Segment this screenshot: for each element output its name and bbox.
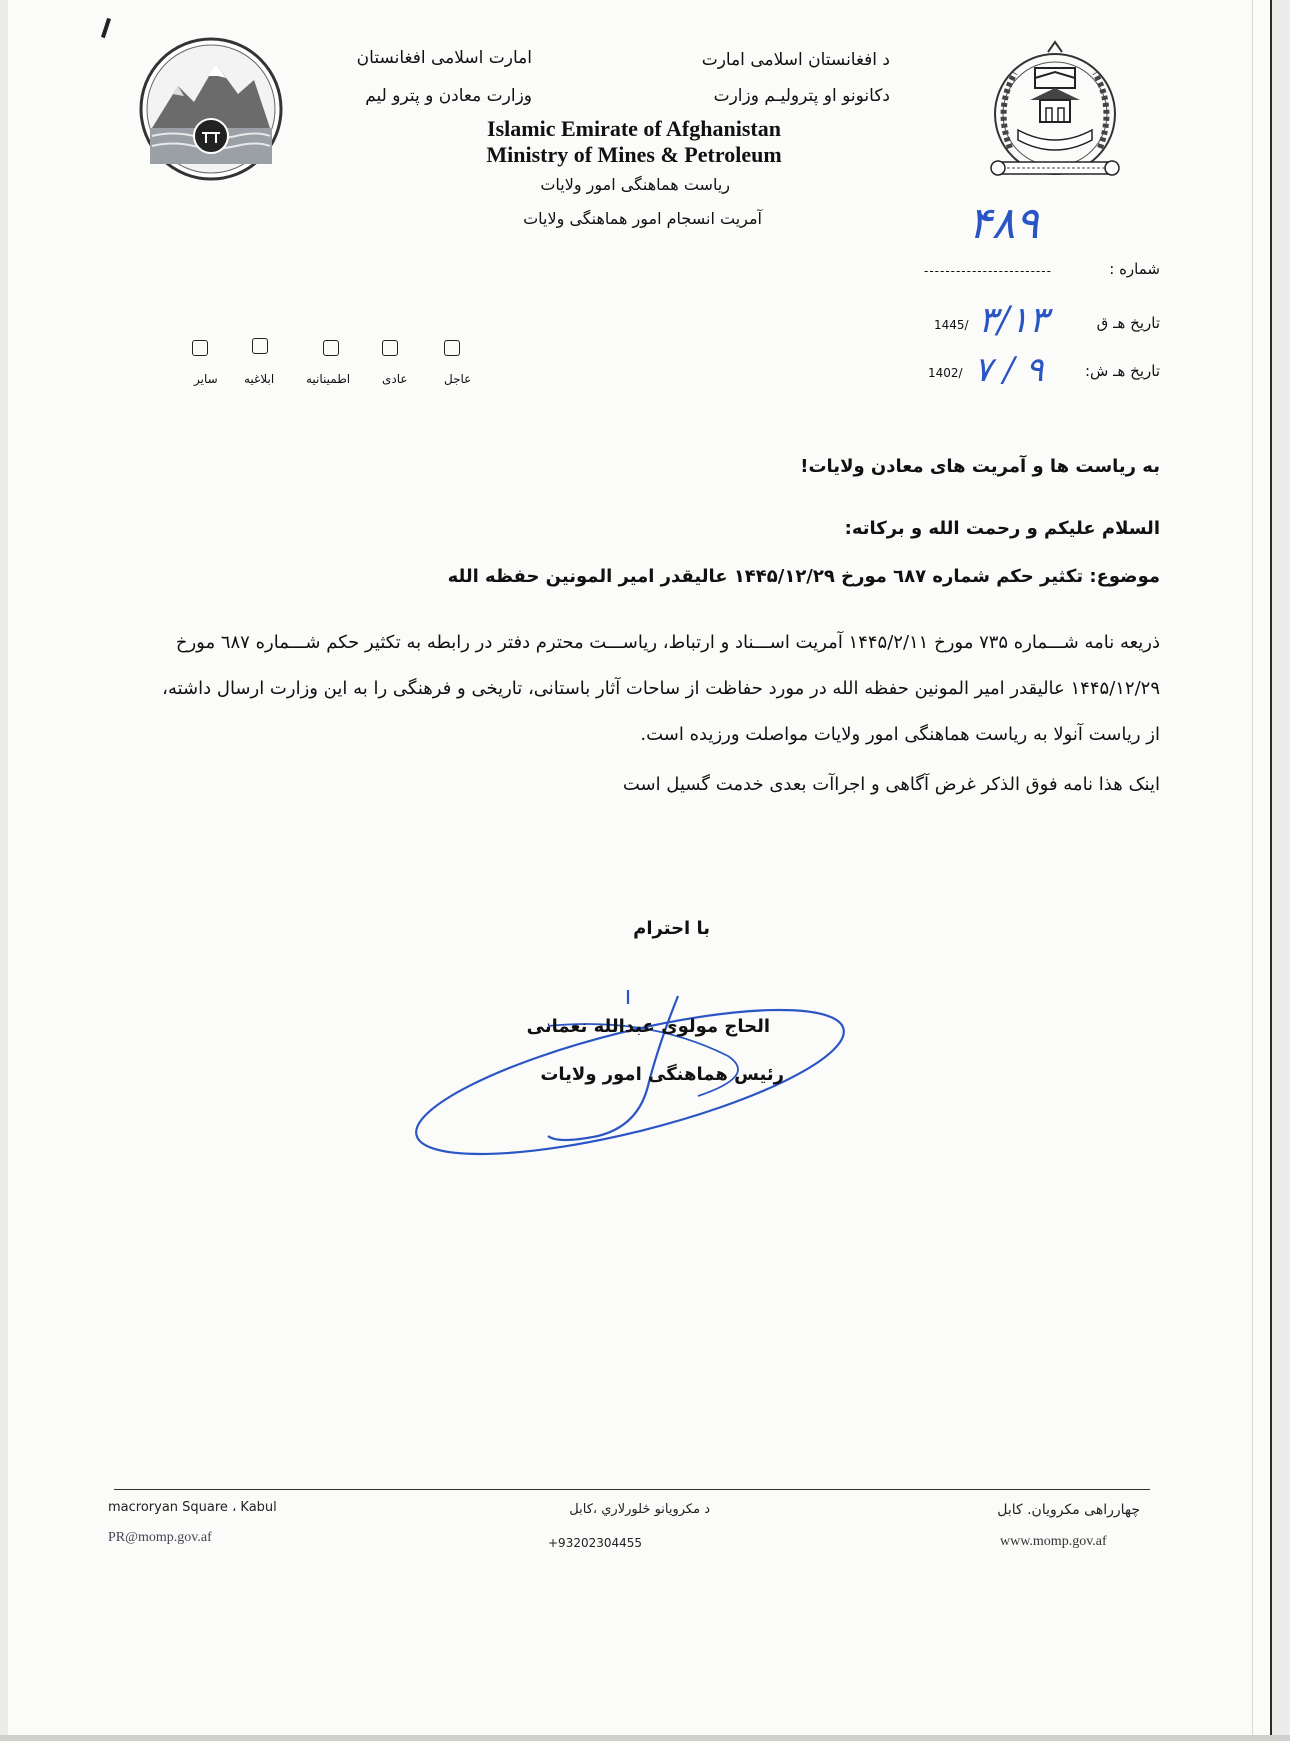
header-en-line2: Ministry of Mines & Petroleum (486, 142, 782, 167)
hijri-qamari-label: تاریخ هـ ق (1096, 314, 1160, 332)
hijri-shamsi-label: تاریخ هـ ش: (1084, 362, 1160, 380)
letter-page (8, 0, 1270, 1741)
checkbox-confirmation[interactable] (323, 340, 339, 356)
hijri-qamari-handwritten: ۳/۱۳ (978, 300, 1049, 341)
hijri-shamsi-year: 1402/ (928, 366, 963, 380)
letter-paragraph-line: اینک هذا نامه فوق الذکر غرض آگاهی و اجراآت بعدی خدمت گسیل است (622, 774, 1160, 795)
letter-paragraph-line: ذریعه نامه شـــماره ۷۳۵ مورخ ۱۴۴۵/۲/۱۱ آمریت اســـناد و ارتباط، ریاســـت محترم دفتر در رابطه به تکثیر حکم شـــماره ٦٨٧ مورخ (175, 632, 1160, 653)
footer-right-address: چهارراهی مکرویان. کابل (997, 1502, 1140, 1518)
checkbox-normal[interactable] (382, 340, 398, 356)
scan-edge-shadow (1252, 0, 1253, 1741)
scan-mark (101, 18, 111, 38)
letter-greeting: السلام علیکم و رحمت الله و برکاته: (844, 518, 1160, 539)
emirate-emblem (980, 38, 1130, 194)
signatory-title: رئیس هماهنگی امور ولایات (540, 1064, 784, 1085)
footer-email[interactable]: PR@momp.gov.af (108, 1530, 212, 1545)
signatory-name: الحاج مولوی عبدالله نعمانی (526, 1016, 770, 1037)
checkbox-label: اطمینانیه (306, 372, 351, 386)
letter-subject: موضوع: تکثیر حکم شماره ٦٨٧ مورخ ۱۴۴۵/۱۲/۲۹ عالیقدر امیر المونین حفظه الله (447, 566, 1160, 587)
ministry-logo (138, 36, 284, 182)
header-fa-left-line2: وزارت معادن و پترو لیم (365, 86, 532, 106)
footer-phone: +93202304455 (548, 1536, 643, 1550)
checkbox-other[interactable] (192, 340, 208, 356)
header-sub-line1: ریاست هماهنگی امور ولایات (540, 175, 730, 194)
header-fa-left-line1: امارت اسلامی افغانستان (356, 48, 532, 68)
letter-closing: با احترام (633, 918, 710, 939)
footer-center-address: د مکرویانو څلورلاري ،کابل (569, 1502, 710, 1517)
scan-edge (1270, 0, 1272, 1741)
header-fa-right-line1: د افغانستان اسلامی امارت (701, 50, 890, 70)
checkbox-notification[interactable] (252, 338, 268, 354)
hijri-qamari-year: 1445/ (934, 318, 969, 332)
checkbox-label: سایر (194, 372, 218, 386)
number-dots: ------------------------ (924, 264, 1052, 278)
number-label: شماره : (1109, 260, 1160, 278)
footer-website[interactable]: www.momp.gov.af (1000, 1534, 1107, 1549)
hijri-shamsi-handwritten: ۷ / ۹ (974, 350, 1044, 390)
header-fa-right-line2: دکانونو او پترولیـم وزارت (713, 86, 890, 106)
footer-divider (114, 1489, 1150, 1490)
header-en-line1: Islamic Emirate of Afghanistan (487, 116, 781, 141)
letter-paragraph-line: ۱۴۴۵/۱۲/۲۹ عالیقدر امیر المونین حفظه الله در مورد حفاظت از ساحات آثار باستانی، تاریخی و فرهنگی را به این وزارت ارسال داشته، (162, 678, 1160, 699)
footer-left-address: macroryan Square ، Kabul (108, 1500, 277, 1515)
checkbox-urgent[interactable] (444, 340, 460, 356)
scan-bottom-edge (0, 1735, 1290, 1741)
checkbox-label: عادی (382, 372, 408, 386)
checkbox-label: عاجل (444, 372, 472, 386)
checkbox-label: ابلاغیه (244, 372, 275, 386)
letter-addressee: به ریاست ها و آمریت های معادن ولایات! (800, 456, 1160, 477)
header-sub-line2: آمریت انسجام امور هماهنگی ولایات (523, 209, 762, 228)
letter-paragraph-line: از ریاست آنولا به ریاست هماهنگی امور ولایات مواصلت ورزیده است. (640, 724, 1160, 745)
handwritten-number: ۴۸۹ (968, 198, 1039, 249)
